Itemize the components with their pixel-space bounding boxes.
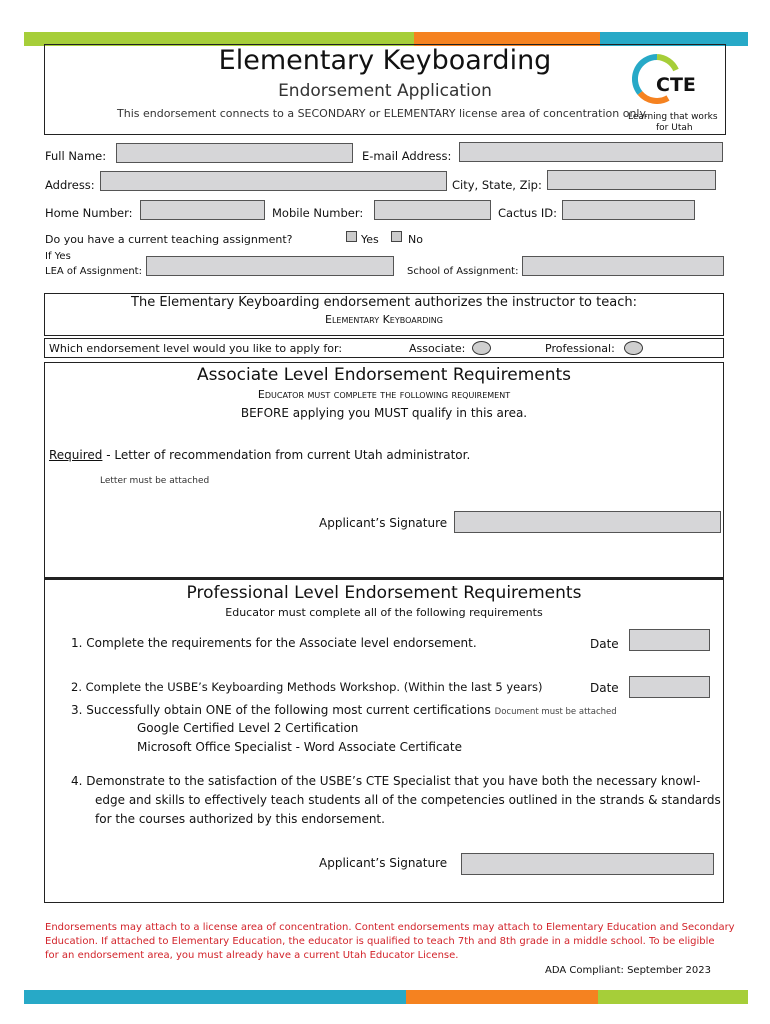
cte-tagline-1: Learning that works	[628, 112, 718, 122]
item-3-text: 3. Successfully obtain ONE of the following most current certifications	[71, 703, 491, 717]
level-box	[44, 338, 724, 358]
ada-compliance: ADA Compliant: September 2023	[545, 965, 711, 976]
cte-logo	[628, 54, 722, 144]
associate-signature-field[interactable]	[454, 511, 721, 533]
professional-subtitle: Educator must complete all of the following requirements	[225, 606, 543, 619]
lea-label: LEA of Assignment:	[45, 266, 142, 277]
required-label: Required	[49, 448, 103, 462]
level-question: Which endorsement level would you like to apply for:	[49, 342, 343, 355]
bottom-bar-orange	[406, 990, 598, 1004]
school-label: School of Assignment:	[407, 266, 519, 277]
header-box	[44, 44, 726, 135]
item-2-date-label: Date	[590, 681, 619, 695]
authorizes-line-2: Elementary Keyboarding	[325, 313, 443, 326]
city-field[interactable]	[547, 170, 716, 190]
authorizes-box	[44, 293, 724, 336]
professional-item-4-line-2: edge and skills to effectively teach students all of the competencies outlined in the strands & standards	[95, 793, 721, 807]
cte-logo-text: CTE	[656, 74, 696, 96]
page-title: Elementary Keyboarding	[218, 45, 552, 76]
professional-item-1: 1. Complete the requirements for the Associate level endorsement.	[71, 636, 477, 650]
associate-required	[49, 448, 470, 462]
cte-tagline-2: for Utah	[656, 123, 693, 133]
professional-title: Professional Level Endorsement Requirements	[186, 583, 582, 603]
lea-field[interactable]	[146, 256, 394, 276]
if-yes-label: If Yes	[45, 251, 71, 262]
mobile-number-field[interactable]	[374, 200, 491, 220]
professional-item-4-line-3: for the courses authorized by this endorsement.	[95, 812, 385, 826]
professional-option-label: Professional:	[545, 342, 615, 355]
item-3-note: Document must be attached	[494, 707, 617, 717]
city-label: City, State, Zip:	[452, 178, 542, 192]
professional-item-4-line-1: 4. Demonstrate to the satisfaction of the USBE’s CTE Specialist that you have both the necessary knowl-	[71, 774, 701, 788]
item-1-date-label: Date	[590, 637, 619, 651]
footer-note-line-2: Education. If attached to Elementary Education, the educator is qualified to teach 7th and 8th grade in a middle school. To be eligible	[45, 936, 715, 947]
authorizes-line-1: The Elementary Keyboarding endorsement authorizes the instructor to teach:	[131, 295, 637, 310]
email-label: E-mail Address:	[362, 149, 452, 163]
associate-option-label: Associate:	[409, 342, 466, 355]
associate-title: Associate Level Endorsement Requirements	[196, 365, 572, 385]
cert-google: Google Certified Level 2 Certification	[137, 721, 359, 735]
footer-note-line-1: Endorsements may attach to a license area of concentration. Content endorsements may attach to Elementary Education and Secondary	[45, 922, 735, 933]
teaching-question: Do you have a current teaching assignment?	[45, 233, 293, 246]
no-checkbox[interactable]	[391, 231, 402, 242]
bottom-bar-teal	[24, 990, 406, 1004]
associate-line-1: Educator must complete the following requirement	[257, 388, 511, 401]
page-subtitle: Endorsement Application	[278, 81, 492, 101]
bottom-bar-green	[598, 990, 748, 1004]
address-field[interactable]	[100, 171, 447, 191]
email-field[interactable]	[459, 142, 723, 162]
required-text: - Letter of recommendation from current Utah administrator.	[102, 448, 471, 462]
footer-note-line-3: for an endorsement area, you must already have a current Utah Educator License.	[45, 950, 459, 961]
school-field[interactable]	[522, 256, 724, 276]
mobile-number-label: Mobile Number:	[272, 206, 364, 220]
professional-signature-label: Applicant’s Signature	[319, 856, 448, 870]
item-1-date-field[interactable]	[629, 629, 710, 651]
letter-attached-note: Letter must be attached	[100, 476, 210, 486]
yes-checkbox[interactable]	[346, 231, 357, 242]
cactus-id-field[interactable]	[562, 200, 695, 220]
home-number-label: Home Number:	[45, 206, 133, 220]
associate-box	[44, 362, 724, 578]
full-name-label: Full Name:	[45, 149, 107, 163]
yes-label: Yes	[361, 233, 379, 246]
associate-radio[interactable]	[472, 341, 491, 355]
associate-line-2: BEFORE applying you MUST qualify in this area.	[240, 406, 528, 420]
cactus-id-label: Cactus ID:	[498, 206, 557, 220]
professional-radio[interactable]	[624, 341, 643, 355]
item-2-date-field[interactable]	[629, 676, 710, 698]
professional-item-2: 2. Complete the USBE’s Keyboarding Methods Workshop. (Within the last 5 years)	[71, 680, 543, 694]
professional-signature-field[interactable]	[461, 853, 714, 875]
professional-item-3	[71, 703, 617, 717]
address-label: Address:	[45, 178, 95, 192]
cert-microsoft: Microsoft Office Specialist - Word Associate Certificate	[137, 740, 462, 754]
no-label: No	[408, 233, 423, 246]
home-number-field[interactable]	[140, 200, 265, 220]
full-name-field[interactable]	[116, 143, 353, 163]
associate-signature-label: Applicant’s Signature	[319, 516, 448, 530]
header-note: This endorsement connects to a SECONDARY or ELEMENTARY license area of concentration only.	[117, 107, 648, 120]
